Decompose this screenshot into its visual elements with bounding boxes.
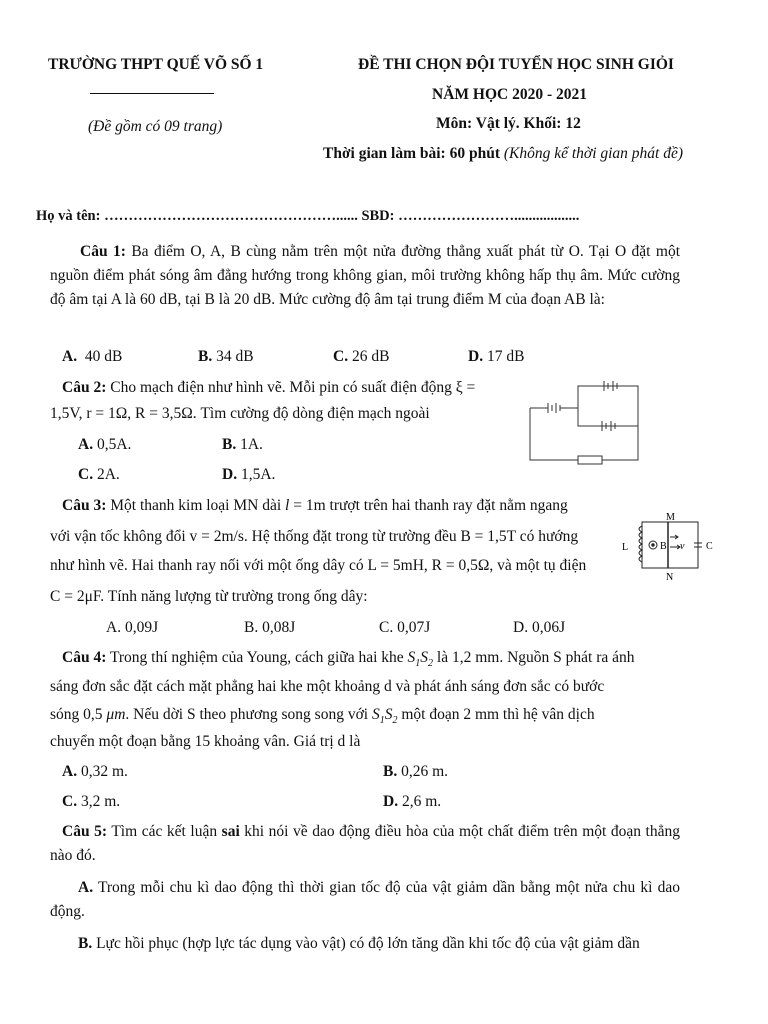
time-note: (Không kể thời gian phát đề) xyxy=(503,145,684,162)
q4-option-c: C. 3,2 m. xyxy=(62,793,121,810)
subject-line: Môn: Vật lý. Khối: 12 xyxy=(436,115,581,132)
label-l: L xyxy=(622,542,629,553)
question-4-line-2: sáng đơn sắc đặt cách mặt phẳng hai khe một khoảng d và phát ánh sáng đơn sắc có bước xyxy=(50,678,605,695)
rail-diagram xyxy=(620,510,718,586)
q2-option-b: B. 1A. xyxy=(222,436,263,453)
label-b: B xyxy=(660,541,667,552)
q3-option-c: C. 0,07J xyxy=(379,619,431,636)
question-3-line-4: C = 2μF. Tính năng lượng từ trường trong ống dây: xyxy=(50,588,368,605)
q4-option-a: A. 0,32 m. xyxy=(62,763,128,780)
time-label: Thời gian làm bài: 60 phút xyxy=(323,145,500,162)
header-underline xyxy=(90,93,214,94)
q4-option-b: B. 0,26 m. xyxy=(383,763,449,780)
question-3-label: Câu 3: xyxy=(62,497,107,514)
question-1 xyxy=(50,240,680,312)
name-label: Họ và tên: xyxy=(36,208,101,224)
question-1-text: Ba điểm O, A, B cùng nằm trên một nửa đường thẳng xuất phát từ O. Tại O đặt một nguồn điểm phát sóng âm đẳng hướng trong không gian, môi trường không hấp thụ âm. Mức cường độ âm tại A là 60 dB, tại B là 20 dB. Mức cường độ âm tại trung điểm M của đoạn AB là: xyxy=(50,243,681,308)
label-c: C xyxy=(706,541,713,552)
time-line xyxy=(323,145,683,163)
q3-option-a: A. 0,09J xyxy=(106,619,159,636)
question-4-line-4: chuyển một đoạn bằng 15 khoảng vân. Giá trị d là xyxy=(50,733,361,750)
q1-option-d: D. 17 dB xyxy=(468,348,525,365)
q3-option-d: D. 0,06J xyxy=(513,619,566,636)
exam-title: ĐỀ THI CHỌN ĐỘI TUYỂN HỌC SINH GIỎI xyxy=(358,56,674,73)
school-name: TRƯỜNG THPT QUẾ VÕ SỐ 1 xyxy=(48,56,264,73)
student-info xyxy=(36,208,579,225)
question-1-label: Câu 1: xyxy=(80,243,126,260)
question-2-label: Câu 2: xyxy=(62,379,107,396)
question-4-line-1: Câu 4: Trong thí nghiệm của Young, cách giữa hai khe $S_1S_2$ là 1,2 mm. Nguồn S phát ra ánh xyxy=(62,649,635,670)
question-4-line-3: sóng 0,5 μm. Nếu dời S theo phương song song với $S_1S_2$ một đoạn 2 mm thì hệ vân dịch xyxy=(50,706,595,727)
question-3-line-2: với vận tốc không đổi v = 2m/s. Hệ thống đặt trong từ trường đều B = 1,5T có hướng xyxy=(50,528,579,545)
q1-option-a: A. 40 dB xyxy=(62,348,123,365)
sbd-dots: …………………….................. xyxy=(398,208,580,224)
q2-option-c: C. 2A. xyxy=(78,466,120,483)
q1-option-b: B. 34 dB xyxy=(198,348,254,365)
q3-option-b: B. 0,08J xyxy=(244,619,296,636)
question-4-label: Câu 4: xyxy=(62,649,107,666)
q1-option-c: C. 26 dB xyxy=(333,348,390,365)
school-year: NĂM HỌC 2020 - 2021 xyxy=(432,86,587,103)
label-m: M xyxy=(666,512,675,523)
sbd-label: SBD: xyxy=(361,208,395,224)
pages-note: (Đề gồm có 09 trang) xyxy=(88,118,223,135)
q4-option-d: D. 2,6 m. xyxy=(383,793,442,810)
circuit-diagram xyxy=(522,376,646,466)
question-2-line-1: Câu 2: Cho mạch điện như hình vẽ. Mỗi pin có suất điện động ξ = xyxy=(62,379,476,396)
question-2-line-2: 1,5V, r = 1Ω, R = 3,5Ω. Tìm cường độ dòng điện mạch ngoài xyxy=(50,405,430,422)
q5-option-a: A. Trong mỗi chu kì dao động thì thời gian tốc độ của vật giảm dần bằng một nửa chu kì dao động. xyxy=(50,879,680,920)
q2-option-d: D. 1,5A. xyxy=(222,466,276,483)
q5-option-b: B. Lực hồi phục (hợp lực tác dụng vào vật) có độ lớn tăng dần khi tốc độ của vật giảm dần xyxy=(78,935,640,952)
question-5: Câu 5: Tìm các kết luận sai khi nói về dao động điều hòa của một chất điểm trên một đoạn thẳng nào đó. xyxy=(50,823,680,864)
question-3-line-1: Câu 3: Một thanh kim loại MN dài l = 1m trượt trên hai thanh ray đặt nằm ngang xyxy=(62,497,568,514)
label-n: N xyxy=(666,572,674,583)
question-5-label: Câu 5: xyxy=(62,823,108,840)
label-v: v xyxy=(680,541,685,552)
question-3-line-3: như hình vẽ. Hai thanh ray nối với một ống dây có L = 5mH, R = 0,5Ω, và một tụ điện xyxy=(50,557,587,574)
resistor-shape xyxy=(578,456,602,464)
q2-option-a: A. 0,5A. xyxy=(78,436,132,453)
name-dots: …………………………………………...... xyxy=(104,208,358,224)
